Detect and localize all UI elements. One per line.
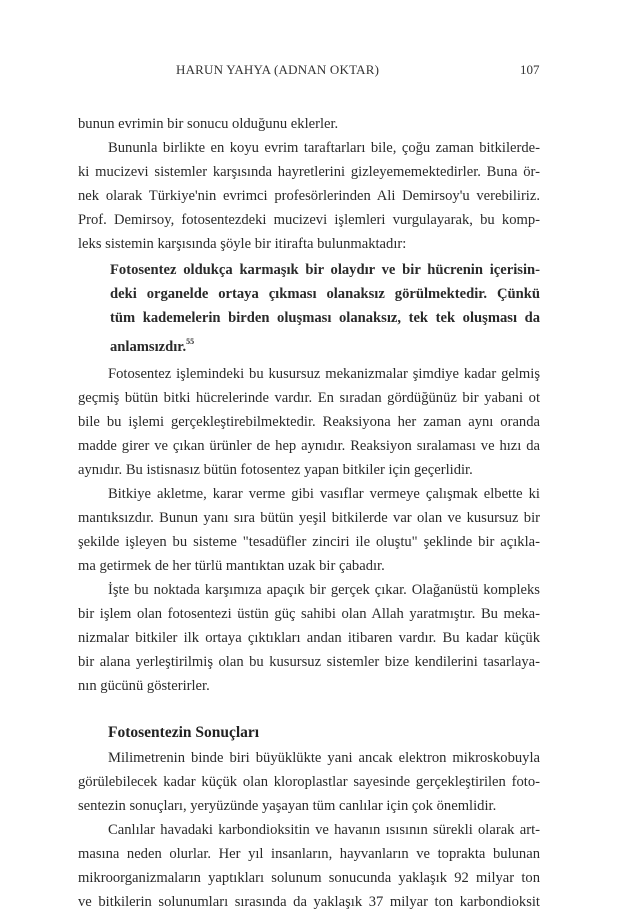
text-line: nizmalar bitkiler ilk ortaya çıktıkları andan itibaren vardır. Bu kadar küçük	[78, 630, 540, 646]
page-number: 107	[520, 62, 540, 77]
text-line: bile bu işlemi gerçekleştirebilmektedir. Reaksiyona her zaman aynı oranda	[78, 414, 540, 430]
text-line: bir işlem olan fotosentezi üstün güç sahibi olan Allah yaratmıştır. Bu meka-	[78, 606, 540, 622]
paragraph	[78, 136, 540, 256]
running-title: HARUN YAHYA (ADNAN OKTAR)	[176, 62, 380, 77]
text-line: Prof. Demirsoy, fotosentezdeki mucizevi işlemleri vurgulayarak, bu komp-	[78, 212, 540, 228]
text-line: ki mucizevi sistemler karşısında hayretlerini gizleyememektedirler. Buna ör-	[78, 164, 540, 180]
footnote-reference: 55	[186, 337, 195, 346]
text-line: madde girer ve çıkan ürünler de hep aynıdır. Reaksiyon sıralaması ve hızı da	[78, 438, 540, 454]
text-line: leks sistemin karşısında şöyle bir itirafta bulunmaktadır:	[78, 236, 407, 252]
text-line: mantıksızdır. Bunun yanı sıra bütün yeşil bitkilerde var olan ve kusursuz bir	[78, 510, 540, 526]
text-line: görülebilecek kadar küçük olan kloroplastlar sayesinde gerçekleştirilen foto-	[78, 774, 540, 790]
text-line: bunun evrimin bir sonucu olduğunu eklerler.	[78, 116, 339, 132]
paragraph	[78, 362, 540, 482]
text-line: ve bitkilerin solunumları sırasında da yaklaşık 37 milyar ton karbondioksit	[78, 894, 540, 910]
text-line: mikroorganizmaların yaptıkları solunum sonucunda yaklaşık 92 milyar ton	[78, 870, 540, 886]
quote-line	[110, 330, 540, 354]
page-body	[78, 112, 540, 914]
text-line: İşte bu noktada karşımıza apaçık bir gerçek çıkar. Olağanüstü kompleks	[108, 582, 540, 598]
paragraph	[78, 482, 540, 578]
text-line: sentezin sonuçları, yeryüzünde yaşayan tüm canlılar için çok önemlidir.	[78, 798, 497, 814]
text-line: Bitkiye akletme, karar verme gibi vasıflar vermeye çalışmak elbette ki	[108, 486, 540, 502]
paragraph	[78, 746, 540, 818]
quote-line: deki organelde ortaya çıkması olanaksız görülmektedir. Çünkü	[110, 286, 540, 302]
text-line: aynıdır. Bu istisnasız bütün fotosentez yapan bitkiler için geçerlidir.	[78, 462, 473, 478]
paragraph	[78, 818, 540, 914]
paragraph	[78, 578, 540, 698]
text-line: nek olarak Türkiye'nin evrimci profesörlerinden Ali Demirsoy'u verebiliriz.	[78, 188, 540, 204]
text-line: geçmiş bütün bitki hücrelerinde vardır. En sıradan gördüğünüz bir yabani ot	[78, 390, 540, 406]
paragraph	[78, 112, 540, 136]
quote-text: anlamsızdır.	[110, 339, 187, 355]
text-line: Fotosentez işlemindeki bu kusursuz mekanizmalar şimdiye kadar gelmiş	[108, 366, 540, 382]
text-line: ma getirmek de her türlü mantıktan uzak bir çabadır.	[78, 558, 385, 574]
block-quote	[78, 258, 540, 354]
quote-line: Fotosentez oldukça karmaşık bir olaydır ve bir hücrenin içerisin-	[110, 262, 540, 278]
section-heading: Fotosentezin Sonuçları	[108, 724, 260, 741]
text-line: bir alana yerleştirilmiş olan bu kusursuz sistemler bize kendilerini tasarlaya-	[78, 654, 540, 670]
text-line: masına neden olurlar. Her yıl insanların, hayvanların ve toprakta bulunan	[78, 846, 540, 862]
quote-line: tüm kademelerin birden oluşması olanaksız, tek tek oluşması da	[110, 310, 540, 326]
text-line: şekilde işleyen bu sisteme "tesadüfler zinciri ile oluştu" şeklinde bir açıkla-	[78, 534, 540, 550]
page-header	[0, 62, 624, 82]
text-line: nın gücünü gösterirler.	[78, 678, 210, 694]
text-line: Bununla birlikte en koyu evrim taraftarları bile, çoğu zaman bitkilerde-	[108, 140, 540, 156]
text-line: Milimetrenin binde biri büyüklükte yani ancak elektron mikroskobuyla	[108, 750, 540, 766]
text-line: Canlılar havadaki karbondioksitin ve havanın ısısının sürekli olarak art-	[108, 822, 540, 838]
